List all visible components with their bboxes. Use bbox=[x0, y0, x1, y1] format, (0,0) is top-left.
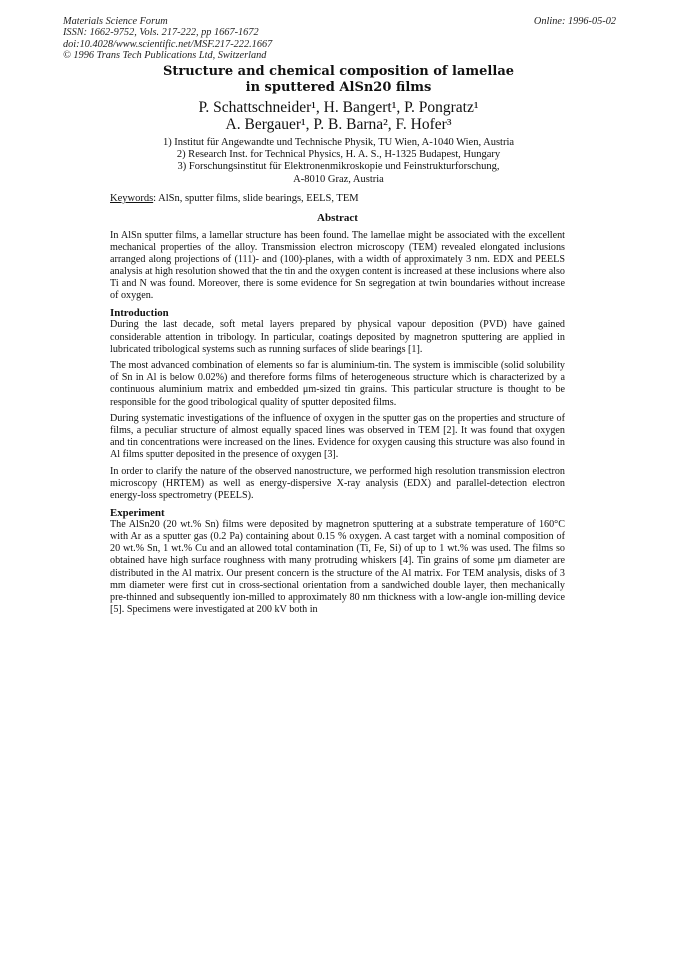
issn-line: ISSN: 1662-9752, Vols. 217-222, pp 1667-1672 bbox=[63, 27, 259, 39]
experiment-paragraph-1: The AlSn20 (20 wt.% Sn) films were deposited by magnetron sputtering at a substrate temperature of 160°C with Ar as a sputter gas (0.2 Pa) containing about 0.15 % oxygen. A cast target with a nominal composition of 20 wt.% Sn, 1 wt.% Cu and an allowed total contamination (Ti, Fe, Si) of up to 1 wt.% was used. The films so obtained have high surface roughness with many protruding whiskers [4]. Tin grains of some μm diameter are distributed in the Al matrix. Our present concern is the structure of the Al matrix. For TEM analysis, disks of 3 mm diameter were first cut in cross-sectional orientation from a sandwiched double layer, then mechanically pre-thinned and subsequently ion-milled to approximately 80 nm thickness with a low-angle ion-milling device [5]. Specimens were investigated at 200 kV both in bbox=[110, 519, 565, 615]
affiliation-list bbox=[110, 137, 567, 186]
doi-link[interactable]: doi:10.4028/www.scientific.net/MSF.217-222.1667 bbox=[63, 38, 273, 50]
paper-body bbox=[110, 230, 565, 620]
title-line-1: Structure and chemical composition of lamellae bbox=[162, 64, 515, 79]
paper-title bbox=[110, 64, 567, 96]
keywords-text: : AlSn, sputter films, slide bearings, EELS, TEM bbox=[153, 193, 359, 204]
introduction-paragraph-4: In order to clarify the nature of the observed nanostructure, we performed high resolution transmission electron microscopy (HRTEM) as well as energy-dispersive X-ray analysis (EDX) and parallel-detection electron energy-loss spectrometry (PEELS). bbox=[110, 466, 565, 502]
authors-line-2: A. Bergauer¹, P. B. Barna², F. Hofer³ bbox=[225, 116, 452, 133]
title-line-2: in sputtered AlSn20 films bbox=[245, 80, 432, 95]
affiliation-3-city: A-8010 Graz, Austria bbox=[293, 173, 384, 185]
keywords-line bbox=[110, 193, 565, 205]
author-list bbox=[110, 99, 567, 133]
header-top-row bbox=[63, 16, 616, 27]
keywords-label: Keywords bbox=[110, 193, 154, 204]
page-header bbox=[63, 16, 616, 61]
affiliation-3: 3) Forschungsinstitut für Elektronenmikroskopie und Feinstrukturforschung, bbox=[177, 161, 500, 173]
online-date: Online: 1996-05-02 bbox=[533, 16, 616, 27]
abstract-text: In AlSn sputter films, a lamellar structure has been found. The lamellae might be associated with the excellent mechanical properties of the alloy. Transmission electron microscopy (TEM) revealed elongated inclusions arranged along projections of (111)- and (100)-planes, with a width of approximately 3 nm. EDX and PEELS analysis at high resolution showed that the tin and the oxygen content is increased at these inclusions where also Ti and N was found. Moreover, there is some evidence for Sn segregation at twin boundaries without increase of oxygen. bbox=[110, 230, 565, 302]
affiliation-1: 1) Institut für Angewandte und Technische Physik, TU Wien, A-1040 Wien, Austria bbox=[162, 137, 515, 148]
experiment-heading: Experiment bbox=[110, 506, 165, 519]
authors-line-1: P. Schattschneider¹, H. Bangert¹, P. Pongratz¹ bbox=[198, 99, 479, 116]
copyright-line: © 1996 Trans Tech Publications Ltd, Switzerland bbox=[63, 49, 267, 61]
introduction-paragraph-1: During the last decade, soft metal layers prepared by physical vapour deposition (PVD) have gained considerable attention in tribology. In particular, coatings deposited by magnetron sputtering are applied in lubricated tribological systems such as running surfaces of slide bearings [1]. bbox=[110, 319, 565, 355]
journal-name: Materials Science Forum bbox=[63, 16, 168, 27]
affiliation-2: 2) Research Inst. for Technical Physics, H. A. S., H-1325 Budapest, Hungary bbox=[176, 149, 501, 161]
abstract-heading: Abstract bbox=[317, 212, 358, 224]
introduction-paragraph-3: During systematic investigations of the influence of oxygen in the sputter gas on the properties and structure of films, a peculiar structure of almost equally spaced lines was observed in TEM [2]. It was found that oxygen and tin concentrations were increased on the lines. Evidence for oxygen causing this structure was also found in Al films sputter deposited in the presence of oxygen [3]. bbox=[110, 413, 565, 461]
introduction-paragraph-2: The most advanced combination of elements so far is aluminium-tin. The system is immiscible (solid solubility of Sn in Al is below 0.02%) and therefore forms films of heterogeneous structure which is characterized by a continuous aluminium matrix and embedded μm-sized tin grains. This particular structure is thought to be responsible for the good tribological quality of sputter deposited films. bbox=[110, 360, 565, 408]
introduction-heading: Introduction bbox=[110, 307, 169, 320]
